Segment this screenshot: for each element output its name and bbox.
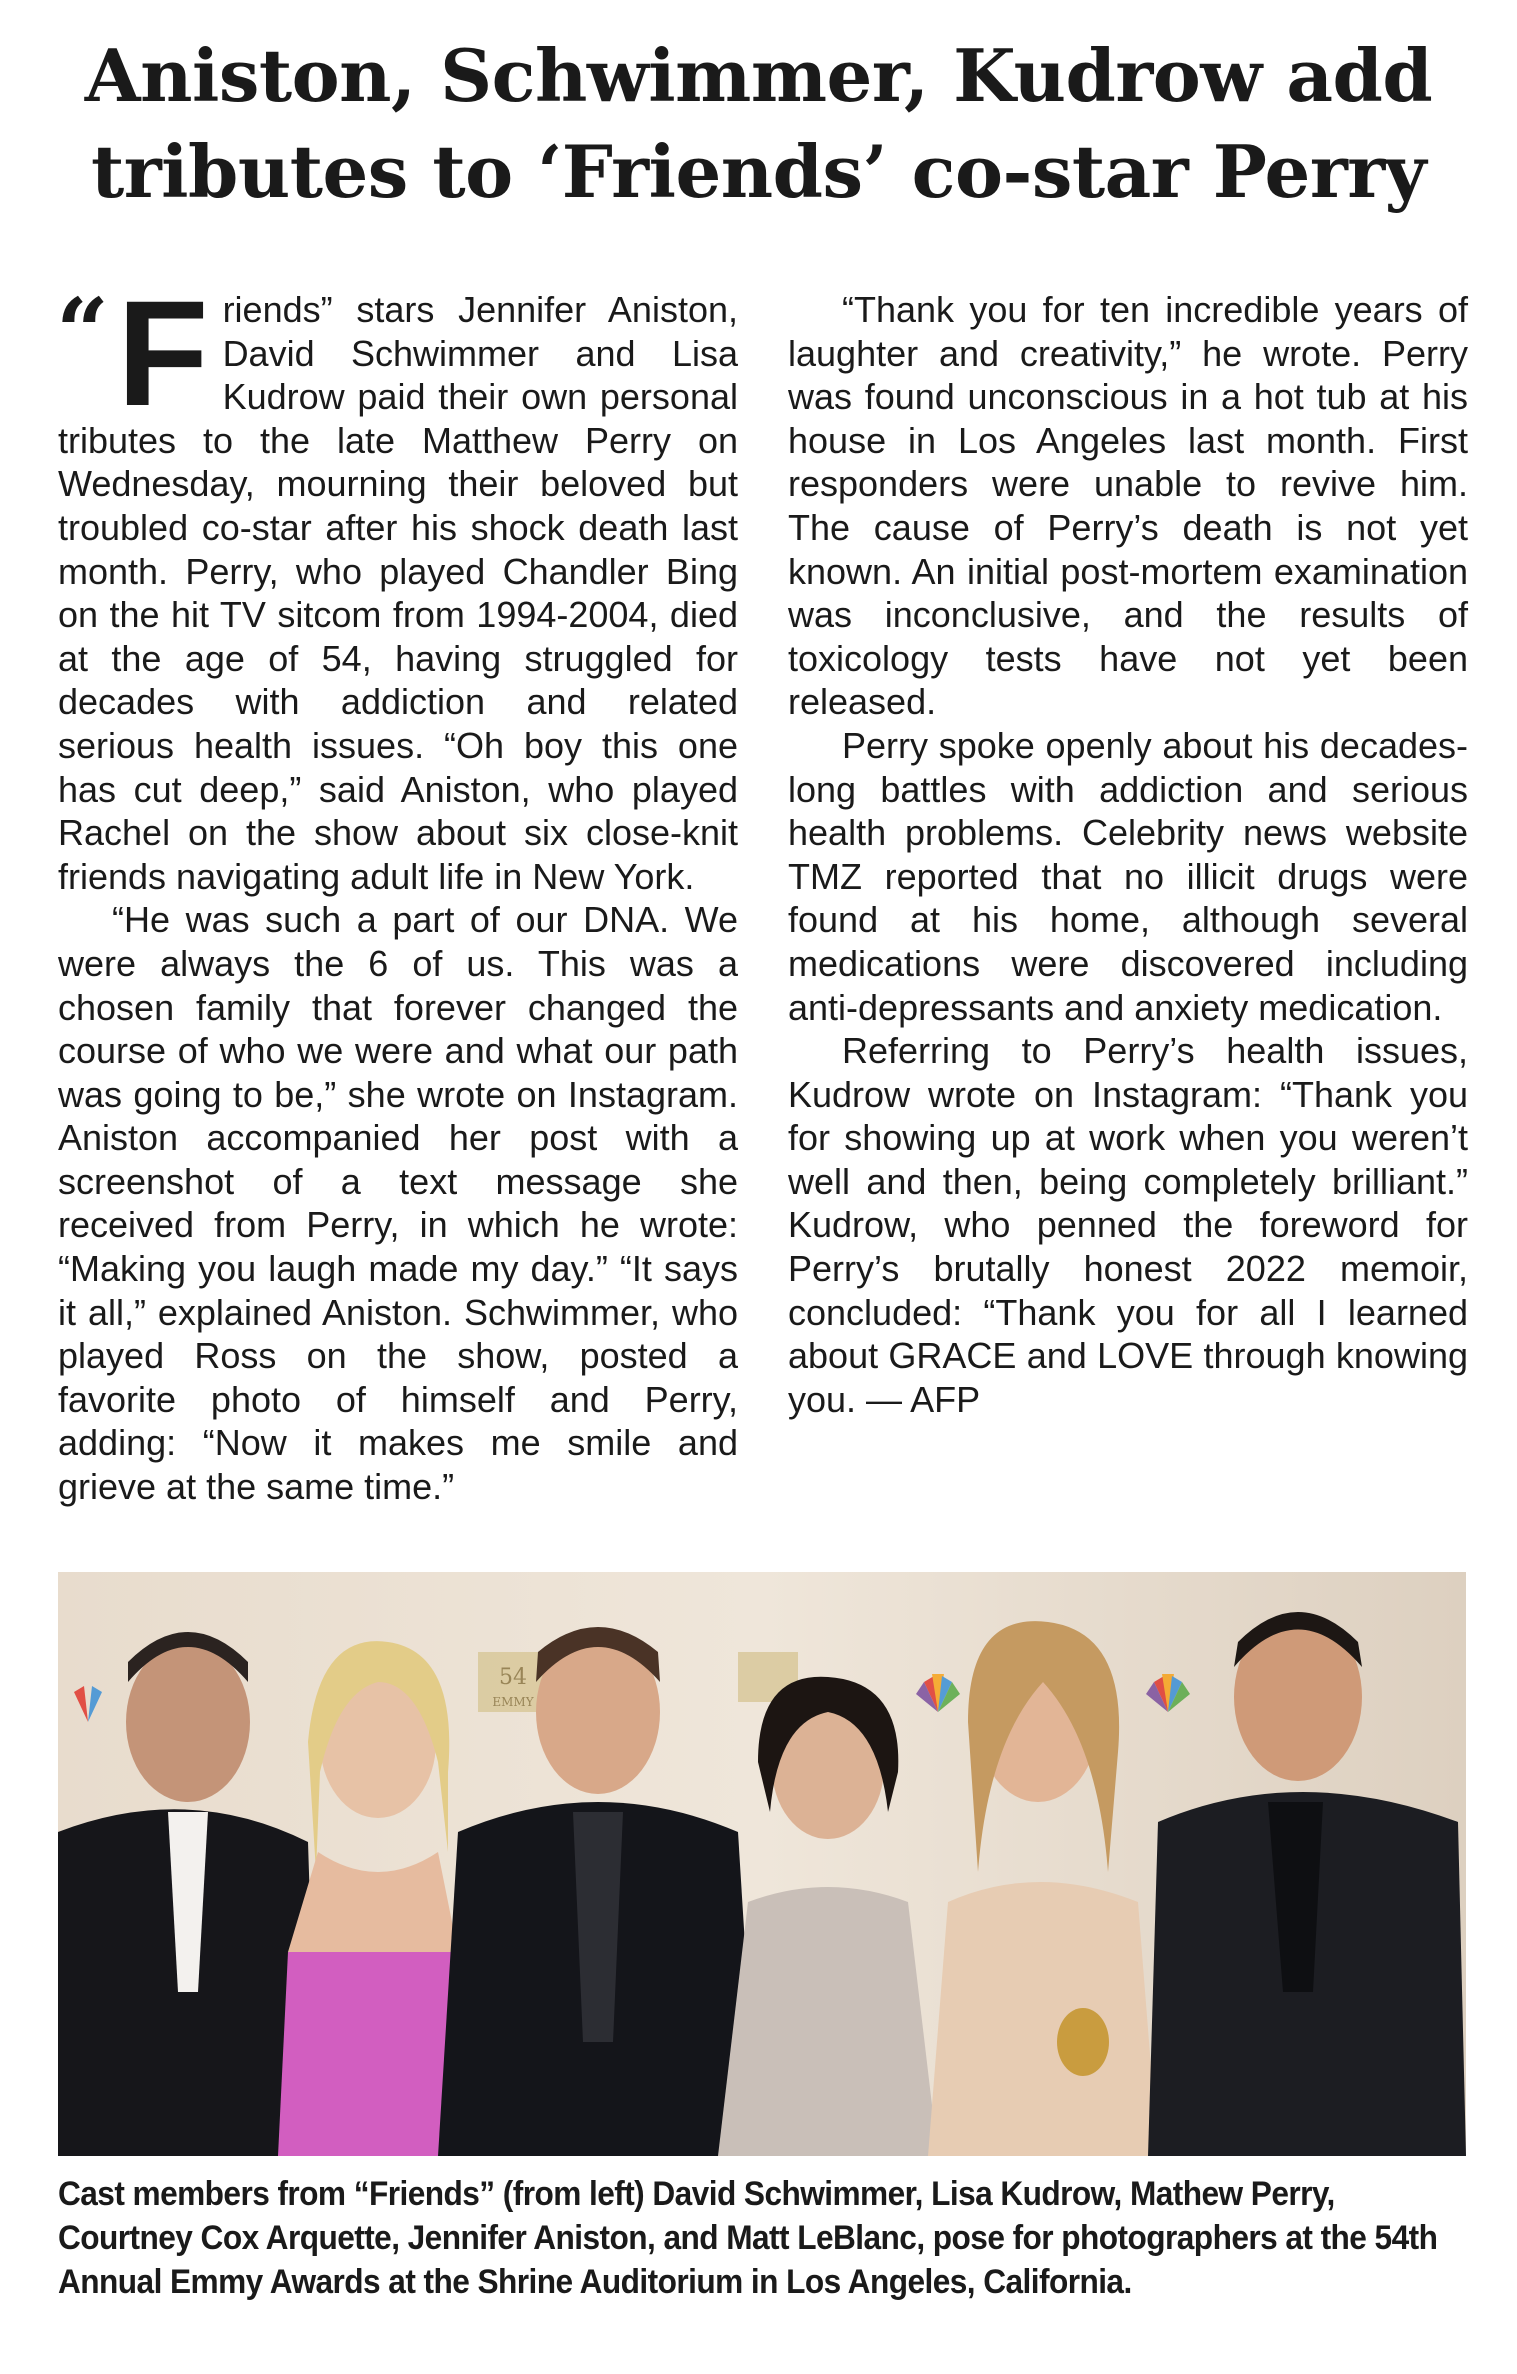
article-paragraph-1: [56, 269, 738, 898]
headline-line-1: Aniston, Schwimmer, Kudrow add: [84, 33, 1433, 118]
cast-photo-illustration: [58, 1572, 1466, 2156]
emmy-logo-label: EMMY: [492, 1695, 534, 1709]
article-paragraph-3: “Thank you for ten incredible years of laughter and creativity,” he wrote. Perry was found unconscious in a hot tub at his house in Los Angeles last month. First responders were unable to revive him. The cause of Perry’s death is not yet known. An initial post-mortem examination was inconclusive, and the results of toxicology tests have not yet been released.: [788, 289, 1468, 723]
article-paragraph-2: “He was such a part of our DNA. We were always the 6 of us. This was a chosen family that forever changed the course of who we were and what our path was going to be,” she wrote on Instagram. Aniston accompanied her post with a screenshot of a text message she received from Perry, in which he wrote: “Making you laugh made my day.” “It says it all,” explained Aniston. Schwimmer, who played Ross on the show, posted a favorite photo of himself and Perry, adding: “Now it makes me smile and grieve at the same time.”: [58, 899, 738, 1508]
headline-line-2: tributes to ‘Friends’ co-star Perry: [90, 129, 1427, 214]
article-paragraph-4: Perry spoke openly about his decades-long battles with addiction and serious health problems. Celebrity news website TMZ reported that no illicit drugs were found at his home, although several medications were discovered including anti-depressants and anxiety medication.: [788, 724, 1468, 1028]
cast-photo: [58, 1572, 1466, 2156]
article-column-left: [56, 269, 738, 1509]
open-quote-mark: “: [56, 278, 109, 386]
headline: [0, 28, 1517, 220]
drop-cap: F: [116, 269, 209, 437]
paragraph-text: riends” stars Jennifer Aniston, David Schwimmer and Lisa Kudrow paid their own personal tributes to the late Matthew Perry on Wednesday, mourning their beloved but troubled co-star after his shock death last month. Perry, who played Chandler Bing on the hit TV sitcom from 1994-2004, died at the age of 54, having struggled for decades with addiction and related serious health issues. “Oh boy this one has cut deep,” said Aniston, who played Rachel on the show about six close-knit friends navigating adult life in New York.: [58, 289, 738, 897]
emmy-logo-number: 54: [499, 1665, 527, 1690]
article-paragraph-5: Referring to Perry’s health issues, Kudrow wrote on Instagram: “Thank you for showing up at work when you weren’t well and then, being completely brilliant.” Kudrow, who penned the foreword for Perry’s brutally honest 2022 memoir, concluded: “Thank you for all I learned about GRACE and LOVE through knowing you. — AFP: [788, 1030, 1468, 1420]
photo-caption: Cast members from “Friends” (from left) David Schwimmer, Lisa Kudrow, Mathew Perry, Courtney Cox Arquette, Jennifer Aniston, and Matt LeBlanc, pose for photographers at the 54th Annual Emmy Awards at the Shrine Auditorium in Los Angeles, California.: [58, 2175, 1438, 2301]
article-column-right: [788, 288, 1468, 1421]
emmy-statuette-icon: [1057, 2008, 1109, 2076]
